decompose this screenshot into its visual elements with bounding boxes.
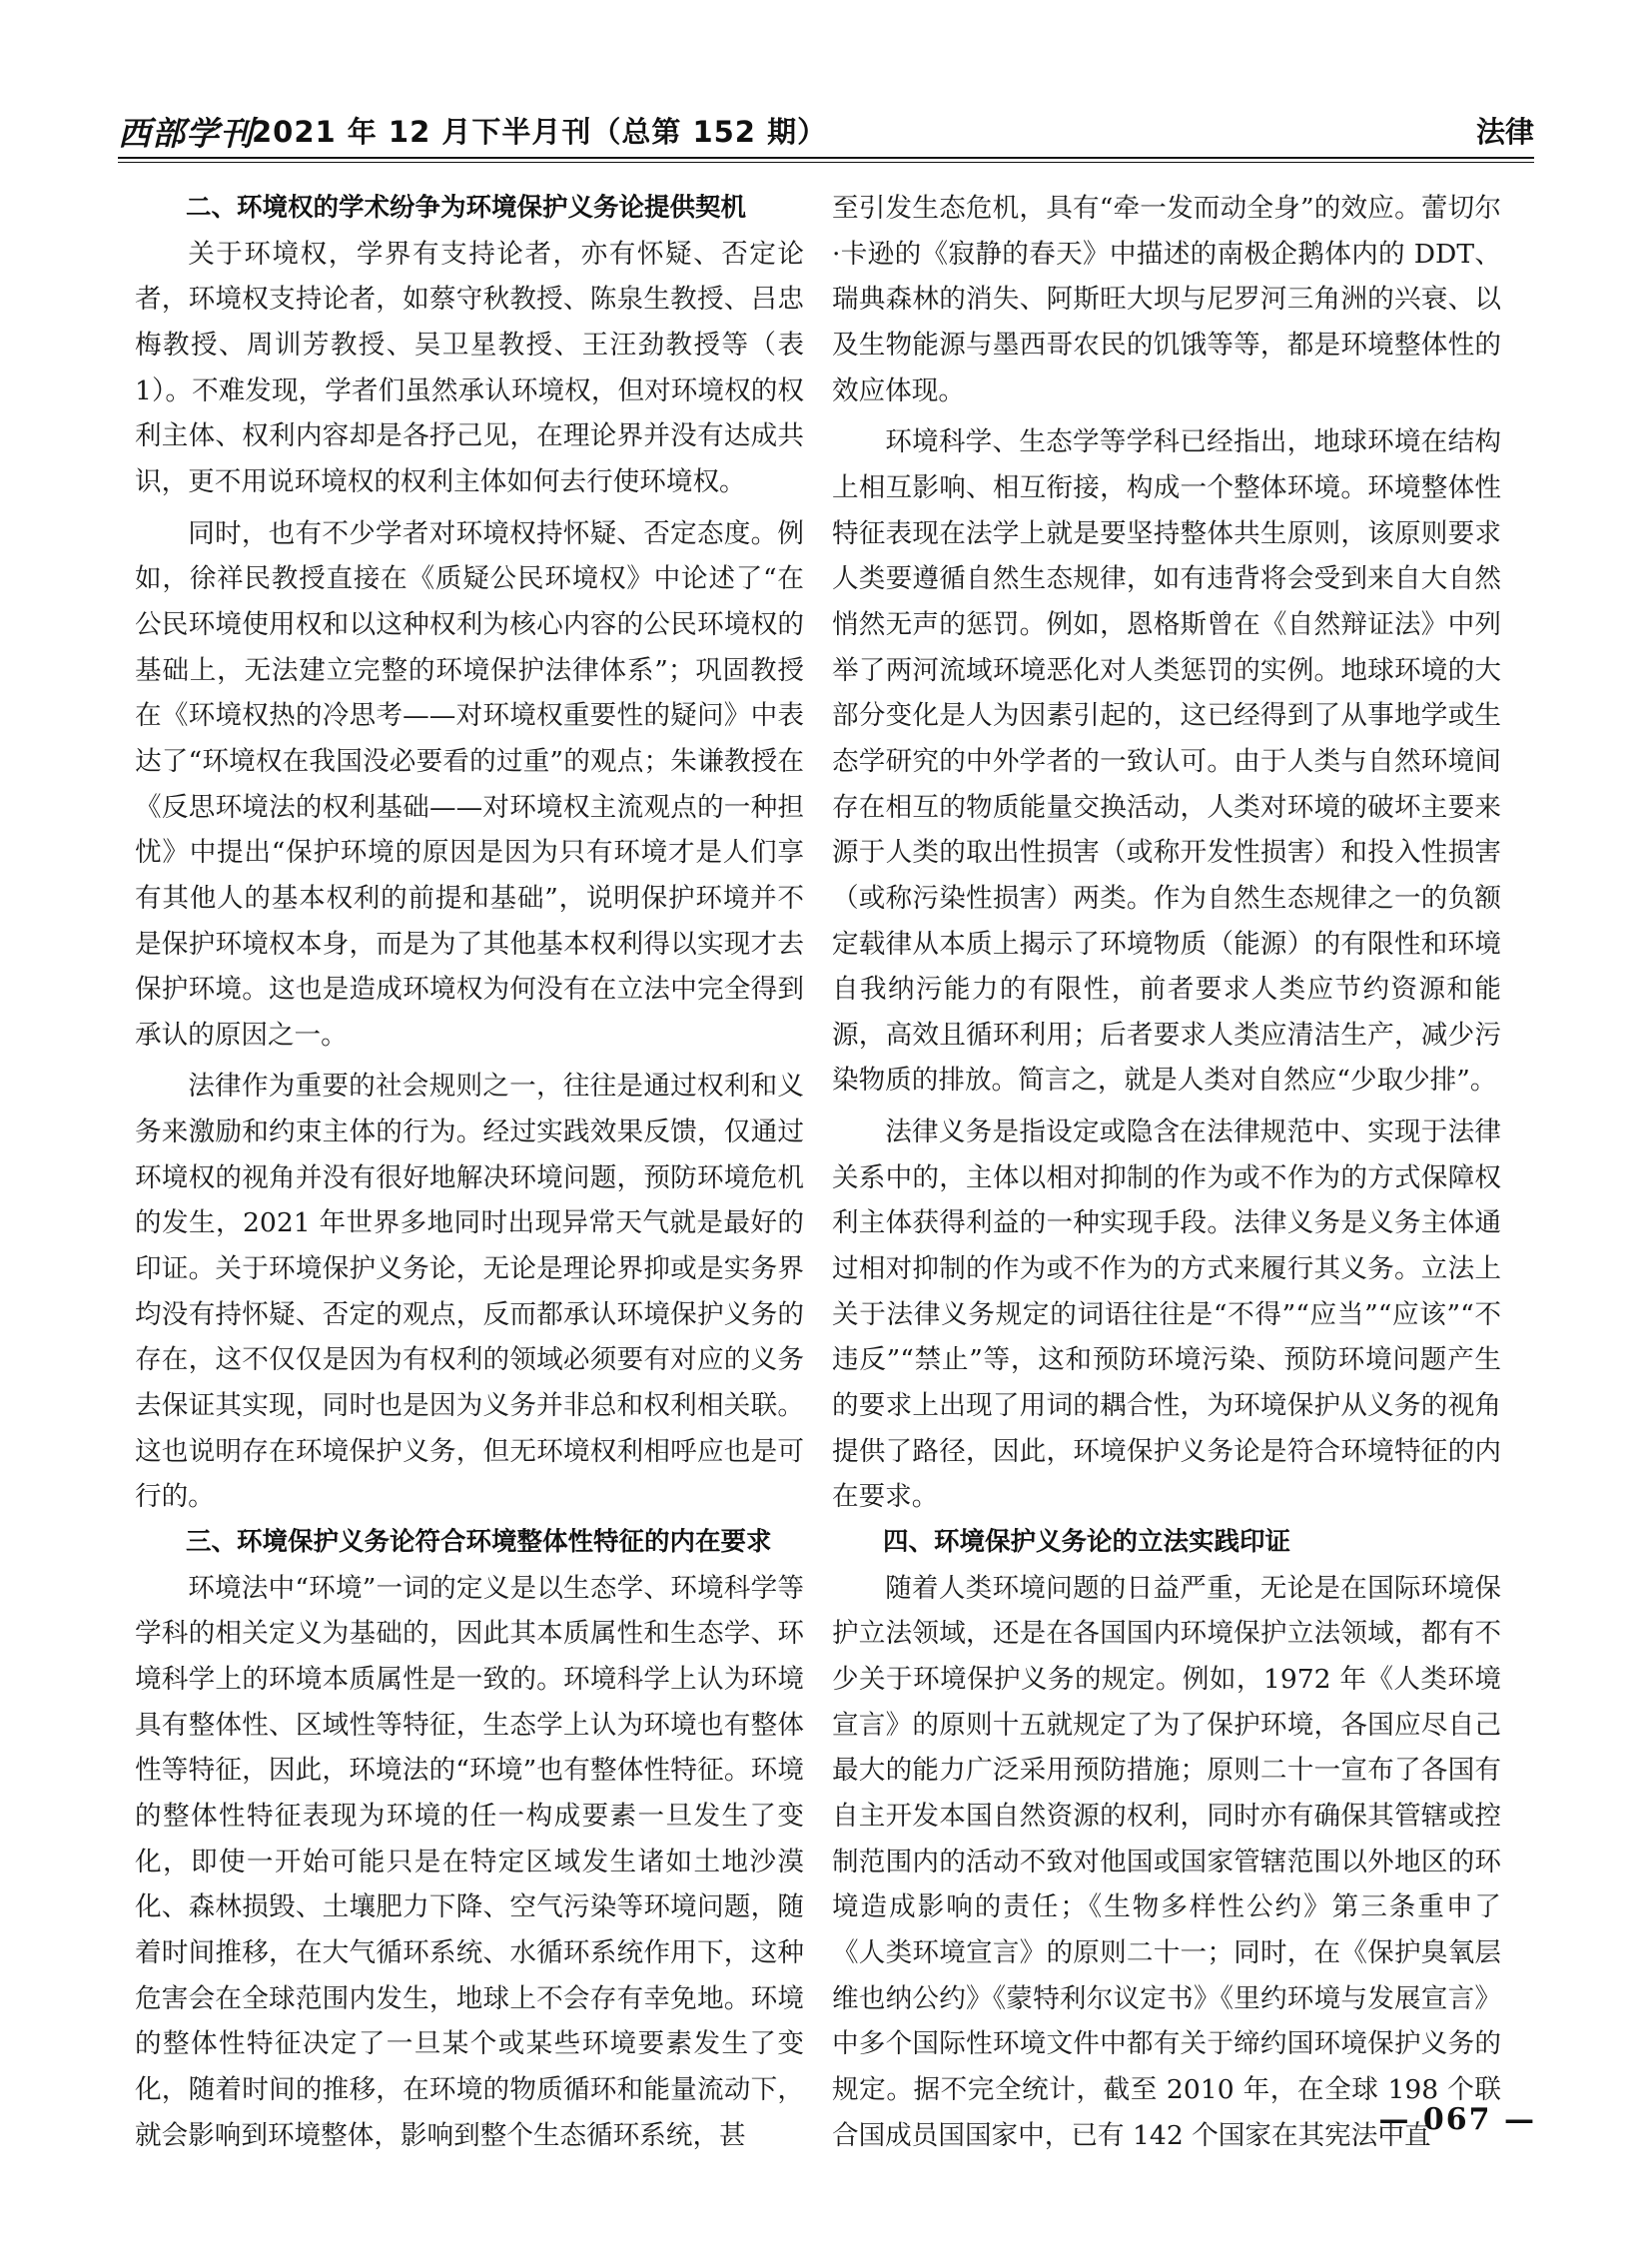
header-rule: [118, 157, 1534, 159]
journal-logo: 西部学刊: [118, 114, 254, 153]
section-name: 法律: [1475, 115, 1534, 149]
section-heading-4: 四、环境保护义务论的立法实践印证: [883, 1527, 1291, 1558]
section-heading-2: 二、环境权的学术纷争为环境保护义务论提供契机: [186, 193, 747, 223]
paragraph: 同时，也有不少学者对环境权持怀疑、否定态度。例如，徐祥民教授直接在《质疑公民环境权》中论述了“在公民环境使用权和以这种权利为核心内容的公民环境权的基础上，无法建立完整的环境保护法律体系”；巩固教授在《环境权热的冷思考——对环境权重要性的疑问》中表达了“环境权在我国没必要看的过重”的观点；朱谦教授在《反思环境法的权利基础——对环境权主流观点的一种担忧》中提出“保护环境的原因是因为只有环境才是人们享有其他人的基本权利的前提和基础”，说明保护环境并不是保护环境权本身，而是为了其他基本权利得以实现才去保护环境。这也是造成环境权为何没有在立法中完全得到承认的原因之一。: [135, 517, 804, 1051]
paragraph: 随着人类环境问题的日益严重，无论是在国际环境保护立法领域，还是在各国国内环境保护立法领域，都有不少关于环境保护义务的规定。例如，1972 年《人类环境宣言》的原则十五就规定了为了保护环境，各国应尽自己最大的能力广泛采用预防措施；原则二十一宣布了各国有自主开发本国自然资源的权利，同时亦有确保其管辖或控制范围内的活动不致对他国或国家管辖范围以外地区的环境造成影响的责任；《生物多样性公约》第三条重申了《人类环境宣言》的原则二十一；同时，在《保护臭氧层维也纳公约》《蒙特利尔议定书》《里约环境与发展宣言》中多个国际性环境文件中都有关于缔约国环境保护义务的规定。据不完全统计，截至 2010 年，在全球 198 个联合国成员国国家中，已有 142 个国家在其宪法中直: [832, 1572, 1501, 2151]
paragraph: 环境法中“环境”一词的定义是以生态学、环境科学等学科的相关定义为基础的，因此其本质属性和生态学、环境科学上的环境本质属性是一致的。环境科学上认为环境具有整体性、区域性等特征，生态学上认为环境也有整体性等特征，因此，环境法的“环境”也有整体性特征。环境的整体性特征表现为环境的任一构成要素一旦发生了变化，即使一开始可能只是在特定区域发生诸如土地沙漠化、森林损毁、土壤肥力下降、空气污染等环境问题，随着时间推移，在大气循环系统、水循环系统作用下，这种危害会在全球范围内发生，地球上不会存有幸免地。环境的整体性特征决定了一旦某个或某些环境要素发生了变化，随着时间的推移，在环境的物质循环和能量流动下，就会影响到环境整体，影响到整个生态循环系统，甚: [135, 1572, 804, 2151]
paragraph: 法律义务是指设定或隐含在法律规范中、实现于法律关系中的，主体以相对抑制的作为或不作为的方式保障权利主体获得利益的一种实现手段。法律义务是义务主体通过相对抑制的作为或不作为的方式来履行其义务。立法上关于法律义务规定的词语往往是“不得”“应当”“应该”“不违反”“禁止”等，这和预防环境污染、预防环境问题产生的要求上出现了用词的耦合性，为环境保护从义务的视角提供了路径，因此，环境保护义务论是符合环境特征的内在要求。: [832, 1117, 1501, 1513]
paragraph-continued: 至引发生态危机，具有“牵一发而动全身”的效应。蕾切尔·卡逊的《寂静的春天》中描述的南极企鹅体内的 DDT、瑞典森林的消失、阿斯旺大坝与尼罗河三角洲的兴衰、以及生物能源与墨西哥农民的饥饿等等，都是环境整体性的效应体现。: [832, 193, 1501, 406]
page-header: [118, 108, 1534, 156]
right-column: [832, 186, 1501, 2158]
paragraph: 环境科学、生态学等学科已经指出，地球环境在结构上相互影响、相互衔接，构成一个整体环境。环境整体性特征表现在法学上就是要坚持整体共生原则，该原则要求人类要遵循自然生态规律，如有违背将会受到来自大自然悄然无声的惩罚。例如，恩格斯曾在《自然辩证法》中列举了两河流域环境恶化对人类惩罚的实例。地球环境的大部分变化是人为因素引起的，这已经得到了从事地学或生态学研究的中外学者的一致认可。由于人类与自然环境间存在相互的物质能量交换活动，人类对环境的破坏主要来源于人类的取出性损害（或称开发性损害）和投入性损害（或称污染性损害）两类。作为自然生态规律之一的负额定载律从本质上揭示了环境物质（能源）的有限性和环境自我纳污能力的有限性，前者要求人类应节约资源和能源，高效且循环利用；后者要求人类应清洁生产，减少污染物质的排放。简言之，就是人类对自然应“少取少排”。: [832, 426, 1501, 1097]
header-rule-thin: [118, 162, 1534, 163]
page-number: — 067 —: [1378, 2102, 1536, 2137]
section-heading-3: 三、环境保护义务论符合环境整体性特征的内在要求: [186, 1527, 772, 1558]
issue-info: 2021 年 12 月下半月刊（总第 152 期）: [252, 115, 828, 149]
paragraph: 法律作为重要的社会规则之一，往往是通过权利和义务来激励和约束主体的行为。经过实践效果反馈，仅通过环境权的视角并没有很好地解决环境问题，预防环境危机的发生，2021 年世界多地同时出现异常天气就是最好的印证。关于环境保护义务论，无论是理论界抑或是实务界均没有持怀疑、否定的观点，反而都承认环境保护义务的存在，这不仅仅是因为有权利的领域必须要有对应的义务去保证其实现，同时也是因为义务并非总和权利相关联。这也说明存在环境保护义务，但无环境权利相呼应也是可行的。: [135, 1071, 804, 1513]
left-column: [135, 186, 804, 2158]
paragraph: 关于环境权，学界有支持论者，亦有怀疑、否定论者，环境权支持论者，如蔡守秋教授、陈泉生教授、吕忠梅教授、周训芳教授、吴卫星教授、王汪劲教授等（表 1）。不难发现，学者们虽然承认环境权，但对环境权的权利主体、权利内容却是各抒己见，在理论界并没有达成共识，更不用说环境权的权利主体如何去行使环境权。: [135, 238, 804, 497]
